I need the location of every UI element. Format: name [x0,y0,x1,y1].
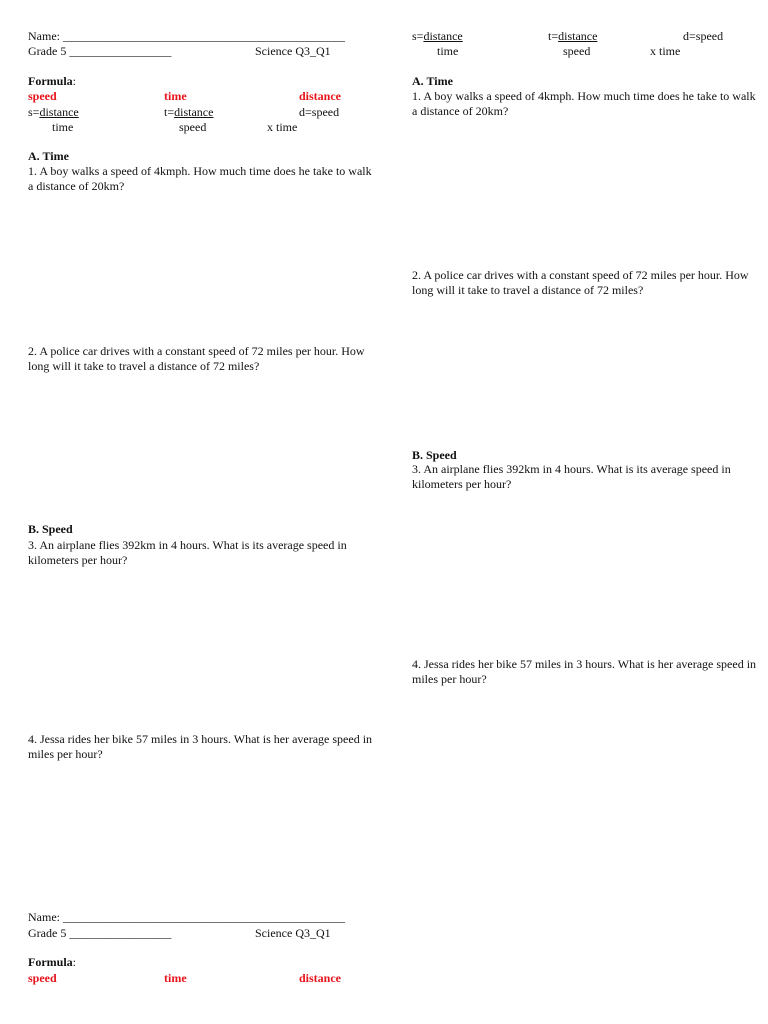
question-3: 3. An airplane flies 392km in 4 hours. What is its average speed in kilometers per hour? [412,462,731,491]
grade-line [28,926,171,941]
question-4: 4. Jessa rides her bike 57 miles in 3 hours. What is her average speed in miles per hour? [412,657,757,686]
distance-formula: d=speed [299,105,340,119]
question-1: 1. A boy walks a speed of 4kmph. How much time does he take to walk a distance of 20km? [412,89,756,118]
subject-label: Science Q3_Q1 [255,926,331,940]
name-line [28,910,345,925]
question-2: 2. A police car drives with a constant speed of 72 miles per hour. How long will it take to travel a distance of 72 miles? [412,268,749,297]
question-1: 1. A boy walks a speed of 4kmph. How much time does he take to walk a distance of 20km? [28,164,372,193]
subject-label: Science Q3_Q1 [255,44,331,58]
term-distance: distance [299,89,341,103]
formula-title: Formula: [28,955,77,969]
section-time-heading: A. Time [412,74,453,88]
speed-formula-denominator: time [52,120,74,134]
time-formula-denominator: speed [563,44,591,58]
section-time-heading: A. Time [28,149,69,163]
speed-formula-denominator: time [437,44,459,58]
grade-blank: _________________ [69,44,172,58]
question-2: 2. A police car drives with a constant speed of 72 miles per hour. How long will it take to travel a distance of 72 miles? [28,344,365,373]
question-3: 3. An airplane flies 392km in 4 hours. What is its average speed in kilometers per hour? [28,538,347,567]
distance-formula-multiplier: x time [267,120,298,134]
time-formula: t=distance [164,105,214,119]
speed-formula: s=distance [28,105,79,119]
term-speed: speed [28,971,57,985]
grade-label: Grade 5 [28,926,67,940]
speed-formula: s=distance [412,29,463,43]
grade-label: Grade 5 [28,44,67,58]
grade-line [28,44,171,59]
distance-formula-multiplier: x time [650,44,681,58]
grade-blank: _________________ [69,926,172,940]
name-blank: _______________________________________________ [63,910,345,924]
distance-formula: d=speed [683,29,724,43]
formula-title: Formula: [28,74,77,88]
time-formula: t=distance [548,29,598,43]
term-time: time [164,971,187,985]
term-time: time [164,89,187,103]
term-speed: speed [28,89,57,103]
name-label: Name: [28,910,60,924]
name-line [28,29,345,44]
name-label: Name: [28,29,60,43]
time-formula-denominator: speed [179,120,207,134]
section-speed-heading: B. Speed [28,522,73,536]
question-4: 4. Jessa rides her bike 57 miles in 3 hours. What is her average speed in miles per hour? [28,732,373,761]
name-blank: _______________________________________________ [63,29,345,43]
term-distance: distance [299,971,341,985]
section-speed-heading: B. Speed [412,448,457,462]
